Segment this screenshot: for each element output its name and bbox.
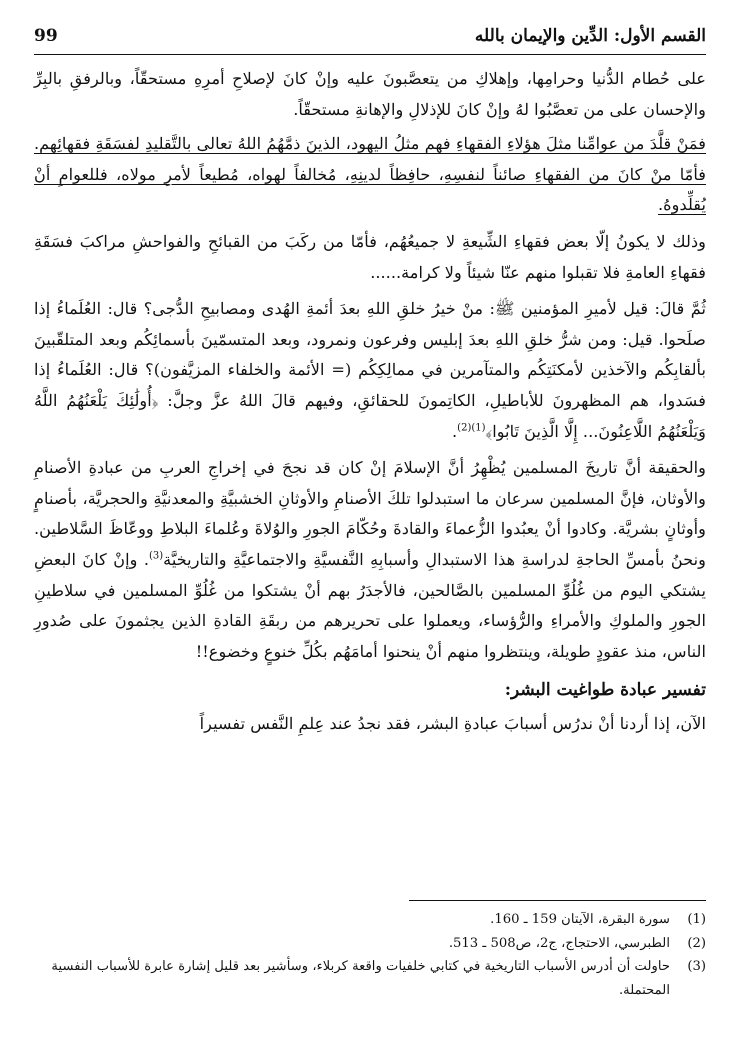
footnote-number: (1) — [687, 912, 706, 927]
paragraph: الآن، إذا أردنا أنْ ندرُس أسبابَ عبادةِ البشر، فقد نجدُ عند عِلمِ النَّفس تفسيراً — [199, 714, 706, 734]
history-text: والحقيقة أنَّ تاريخَ المسلمين يُظْهِرُ أنَّ الإسلامَ إنْ كان قد نجحَ في إخراجِ العربِ من عبادةِ الأصنامِ والأوثان، فإنَّ المسلمين سرعان ما استبدلوا تلكَ الأصنامِ والأوثانِ الخشبيَّةِ والمعدنيَّةِ والحجريَّة، بأصنامٍ وأوثانٍ بشريَّة. وكادوا أنْ يعبُدوا الزُّعماءَ والقادةَ وحُكّامَ الجورِ والوُلاةَ وعُلماءَ البلاطِ ووعّاظَ السَّلاطين. ونحنُ بأمسِّ الحاجةِ لدراسةِ هذا الاستبدالِ وأسبابِهِ النَّفسيَّةِ والاجتماعيَّةِ والتاريخيَّة — [34, 458, 706, 569]
footnote-number: (2) — [687, 935, 706, 951]
footnote — [34, 908, 706, 932]
running-header — [34, 26, 706, 56]
paragraph-hadith: ثُمَّ قالَ: قيل لأميرِ المؤمنين ﷺ: منْ خيرُ خلقِ اللهِ بعدَ أئمةِ الهُدى ومصابيحِ الدُّجى؟ قال: العُلَماءُ إذا صلَحوا. قيل: ومن شرُّ خلقِ اللهِ بعدَ إبليس وفرعون ونمرود، وبعد المتسمّينَ بأسمائِكُم وبعد المتلقّبينَ بألقابِكُم والآخذين لأمكنَتِكُم والمتآمرين في ممالِكِكُم (= الأئمة والخلفاء المزيَّفون)؟ قال: العُلَماءُ إذا فسَدوا، هم المظهرونَ للأباطيلِ، الكاتِمونَ للحقائقِ، وفيهم قالَ اللهُ عزَّ وجلَّ: ﴿أُولَٰئِكَ يَلْعَنُهُمُ اللَّهُ وَيَلْعَنُهُمُ اللَّاعِنُونَ... إِلَّا الَّذِينَ تَابُوا﴾$^{(1)(2)}$. — [34, 299, 706, 441]
footnote-ref-3: (3) — [148, 550, 164, 562]
header-rule — [34, 54, 706, 55]
footnote — [34, 955, 706, 1002]
section-heading: تفسير عبادة طواغيت البشر: — [504, 680, 706, 701]
paragraph-quoted: فمَنْ قلَّدَ من عوامِّنا مثلَ هؤلاءِ الفقهاءِ فهم مثلُ اليهود، الذينَ ذمَّهُمُ اللهُ تعالى بالتَّقليدِ لفسَقَةِ فقهائِهم. فأمّا منْ كانَ من الفقهاءِ صائناً لنفسِهِ، حافِظاً لدينِهِ، مُخالفاً لهواه، مُطيعاً لأمرِ مولاه، فللعوامِ أنْ يُقلِّدوهُ. — [34, 134, 706, 215]
paragraph: وذلك لا يكونُ إلّا بعض فقهاءِ الشِّيعةِ لا جميعُهُم، فأمّا من ركَبَ من القبائحِ والفواحشِ مراكبَ فسَقَةِ فقهاءِ العامةِ فلا تقبلوا منهم عنّا شيئاً ولا كرامة...... — [34, 231, 706, 282]
footnote-ref-2: (2) — [457, 422, 472, 434]
paragraph: على حُطام الدُّنيا وحرامِها، وإهلاكِ من يتعصَّبونَ عليه وإنْ كانَ لإصلاحِ أمرِهِ مستحقّاً، وبالرفقِ بالبِرِّ والإحسان على من تعصَّبُوا لهُ وإنْ كانَ للإذلالِ والإهانةِ مستحقّاً. — [34, 69, 706, 119]
paragraph-history: والحقيقة أنَّ تاريخَ المسلمين يُظْهِرُ أنَّ الإسلامَ إنْ كان قد نجحَ في إخراجِ العربِ من عبادةِ الأصنامِ والأوثان، فإنَّ المسلمين سرعان ما استبدلوا تلكَ الأصنامِ والأوثانِ الخشبيَّةِ والمعدنيَّةِ والحجريَّة، بأصنامٍ وأوثانٍ بشريَّة. وكادوا أنْ يعبُدوا الزُّعماءَ والقادةَ وحُكّامَ الجورِ والوُلاةَ وعُلماءَ البلاطِ ووعّاظَ السَّلاطين. ونحنُ بأمسِّ الحاجةِ لدراسةِ هذا الاستبدالِ وأسبابِهِ النَّفسيَّةِ والاجتماعيَّةِ والتاريخيَّة$^{(3)}$. وإنْ كانَ البعضِ يشتكي اليوم من غُلُوِّ المسلمين بالصَّالحين، فالأجدَرُ بهم أنْ يشتكوا من غُلُوِّ المسلمين في سلاطينِ الجورِ والملوكِ والأمراءِ والرُّؤساء، ويعملوا على تحريرهم من ربقَةِ القادةِ الذين يجثمونَ على صُدورِ الناس، منذ عقودٍ طويلة، وينتظروا منهم أنْ ينحنوا أمامَهُم بكُلِّ خنوعٍ وخضوع!! — [34, 458, 706, 661]
footnote-number: (3) — [687, 959, 706, 974]
page-number: 99 — [34, 26, 58, 46]
running-header-title: القسم الأول: الدِّين والإيمان بالله — [474, 26, 706, 46]
footnote-rule — [409, 900, 706, 901]
footnote — [34, 932, 706, 956]
footnote-text: الطبرسي، الاحتجاج، ج2، ص508 ـ 513. — [448, 935, 670, 951]
history-text-cont: وإنْ كانَ البعضِ يشتكي اليوم من غُلُوِّ المسلمين بالصَّالحين، فالأجدَرُ بهم أنْ يشتكوا من غُلُوِّ المسلمين في سلاطينِ الجورِ والملوكِ والأمراءِ والرُّؤساء، ويعملوا على تحريرهم من ربقَةِ القادةِ الذين يجثمونَ على صُدورِ الناس، منذ عقودٍ طويلة، وينتظروا منهم أنْ ينحنوا أمامَهُم بكُلِّ خنوعٍ وخضوع!! — [34, 549, 706, 661]
footnote-text: سورة البقرة، الآيتان 159 ـ 160. — [490, 912, 670, 927]
hadith-text: ثُمَّ قالَ: قيل لأميرِ المؤمنين ﷺ: منْ خيرُ خلقِ اللهِ بعدَ أئمةِ الهُدى ومصابيحِ الدُّجى؟ قال: العُلَماءُ إذا صلَحوا. قيل: ومن شرُّ خلقِ اللهِ بعدَ إبليس وفرعون ونمرود، وبعد المتسمّينَ بأسمائِكُم وبعد المتلقّبينَ بألقابِكُم والآخذين لأمكنَتِكُم والمتآمرين في ممالِكِكُم (= الأئمة والخلفاء المزيَّفون)؟ قال: العُلَماءُ إذا فسَدوا، هم المظهرونَ للأباطيلِ، الكاتِمونَ للحقائقِ، وفيهم قالَ اللهُ عزَّ وجلَّ: ﴿أُولَٰئِكَ يَلْعَنُهُمُ اللَّهُ وَيَلْعَنُهُمُ اللَّاعِنُونَ... إِلَّا الَّذِينَ تَابُوا﴾ — [34, 299, 706, 441]
footnotes — [34, 908, 706, 1002]
footnote-text: حاولت أن أدرس الأسباب التاريخية في كتابي خلفيات واقعة كربلاء، وسأشير بعد قليل إشارة عابرة للأسباب النفسية المحتملة. — [51, 959, 670, 998]
body-text — [34, 64, 706, 746]
footnote-ref-1: (1) — [471, 422, 486, 434]
